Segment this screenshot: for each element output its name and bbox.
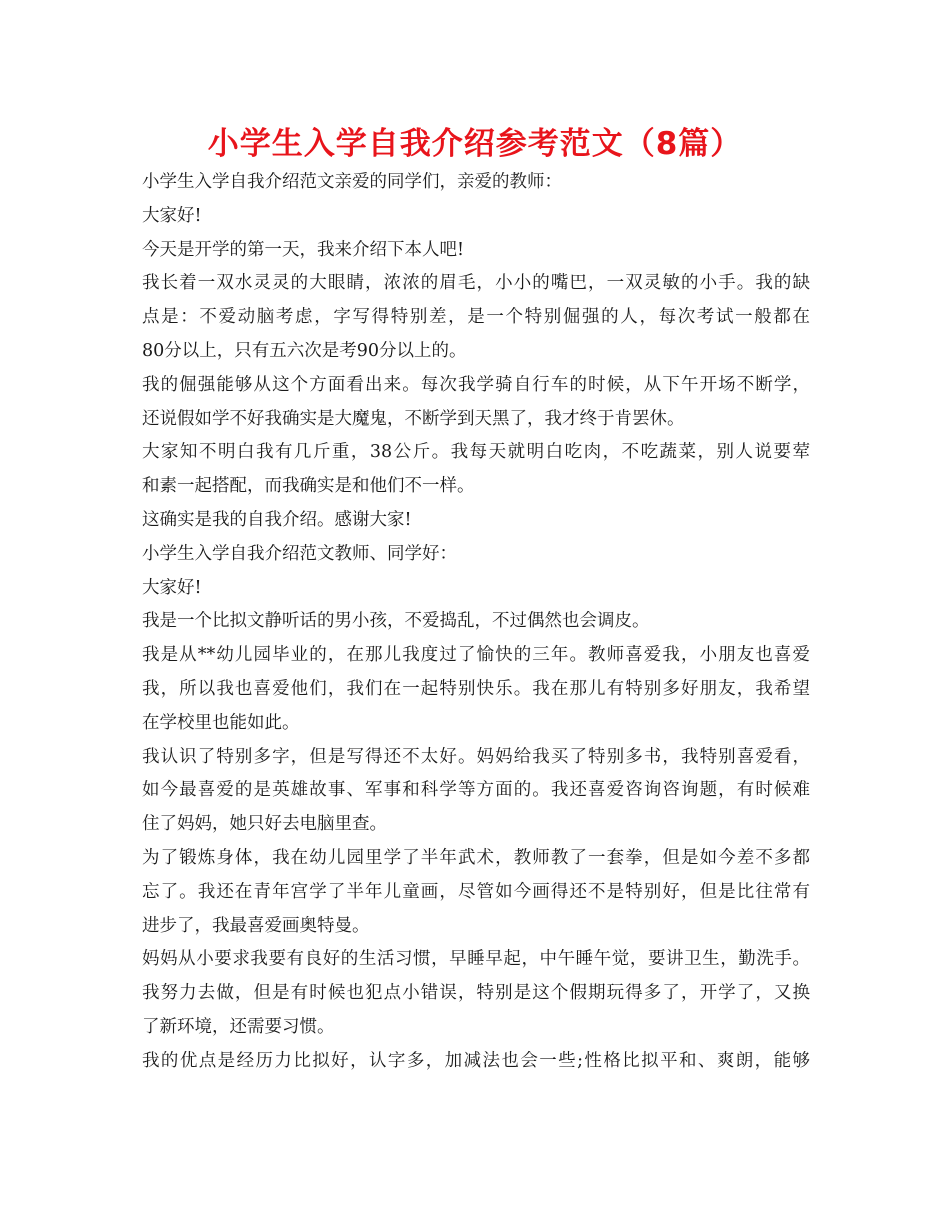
text-line: 这确实是我的自我介绍。感谢大家! <box>142 509 412 530</box>
text-line: 大家好! <box>142 577 202 598</box>
text-line: 为了锻炼身体，我在幼儿园里学了半年武术，教师教了一套拳，但是如今差不多都 <box>142 847 810 868</box>
text-line: 我长着一双水灵灵的大眼睛，浓浓的眉毛，小小的嘴巴，一双灵敏的小手。我的缺 <box>142 273 810 294</box>
text-line: 小学生入学自我介绍范文教师、同学好： <box>142 543 457 564</box>
text-line: 点是：不爱动脑考虑，字写得特别差，是一个特别倔强的人，每次考试一般都在 <box>142 307 810 328</box>
document-title: 小学生入学自我介绍参考范文（8篇） <box>207 126 743 162</box>
text-line: 我的倔强能够从这个方面看出来。每次我学骑自行车的时候，从下午开场不断学， <box>142 374 810 395</box>
text-line: 忘了。我还在青年宫学了半年儿童画，尽管如今画得还不是特别好，但是比往常有 <box>142 881 810 902</box>
text-line: 我，所以我也喜爱他们，我们在一起特别快乐。我在那儿有特别多好朋友，我希望 <box>142 678 810 699</box>
text-line: 大家好! <box>142 205 202 226</box>
text-line: 进步了，我最喜爱画奥特曼。 <box>142 915 370 936</box>
text-line: 我是从**幼儿园毕业的，在那儿我度过了愉快的三年。教师喜爱我，小朋友也喜爱 <box>142 645 810 666</box>
text-line: 和素一起搭配，而我确实是和他们不一样。 <box>142 476 475 497</box>
text-line: 我是一个比拟文静听话的男小孩，不爱捣乱，不过偶然也会调皮。 <box>142 611 650 632</box>
text-line: 我认识了特别多字，但是写得还不太好。妈妈给我买了特别多书，我特别喜爱看， <box>142 746 810 767</box>
text-line: 还说假如学不好我确实是大魔鬼，不断学到天黑了，我才终于肯罢休。 <box>142 408 685 429</box>
text-line: 80分以上，只有五六次是考90分以上的。 <box>142 340 467 361</box>
text-line: 住了妈妈，她只好去电脑里查。 <box>142 814 387 835</box>
text-line: 大家知不明白我有几斤重，38公斤。我每天就明白吃肉，不吃蔬菜，别人说要荤 <box>142 442 810 463</box>
text-line: 了新环境，还需要习惯。 <box>142 1016 335 1037</box>
text-line: 如今最喜爱的是英雄故事、军事和科学等方面的。我还喜爱咨询咨询题，有时候难 <box>142 780 810 801</box>
text-line: 在学校里也能如此。 <box>142 712 300 733</box>
text-line: 小学生入学自我介绍范文亲爱的同学们，亲爱的教师： <box>142 172 562 192</box>
text-line: 我的优点是经历力比拟好，认字多，加减法也会一些;性格比拟平和、爽朗，能够 <box>142 1050 810 1071</box>
text-line: 我努力去做，但是有时候也犯点小错误，特别是这个假期玩得多了，开学了，又换 <box>142 983 810 1004</box>
text-line: 妈妈从小要求我要有良好的生活习惯，早睡早起，中午睡午觉，要讲卫生，勤洗手。 <box>142 949 810 970</box>
text-line: 今天是开学的第一天，我来介绍下本人吧! <box>142 239 465 260</box>
document-body <box>142 166 810 1079</box>
